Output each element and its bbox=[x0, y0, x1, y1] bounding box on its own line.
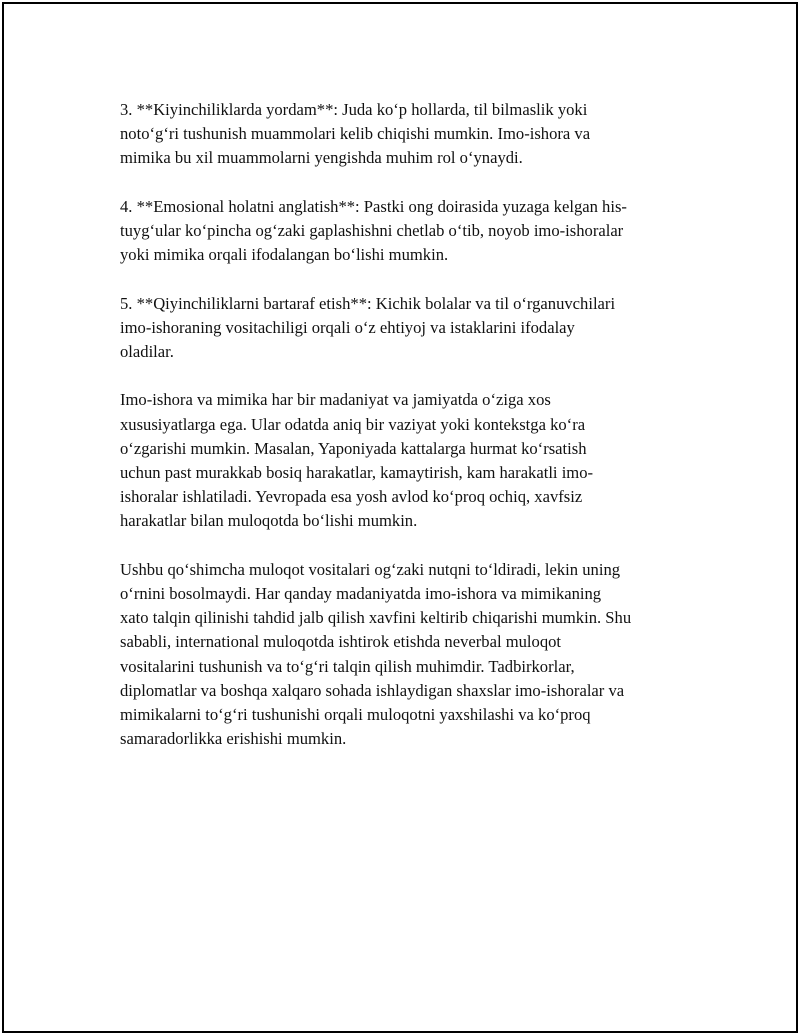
list-item-3: 3. **Kiyinchiliklarda yordam**: Juda koʻp hollarda, til bilmaslik yoki notoʻgʻri tushunish muammolari kelib chiqishi mumkin. Imo-ishora va mimika bu xil muammolarni yengishda muhim rol oʻynaydi. bbox=[120, 100, 591, 168]
document-page bbox=[2, 2, 798, 1033]
body-paragraph-culture: Imo-ishora va mimika har bir madaniyat va jamiyatda oʻziga xos xususiyatlarga ega. Ular odatda aniq bir vaziyat yoki kontekstga koʻra oʻzgarishi mumkin. Masalan, Yaponiyada kattalarga hurmat koʻrsatish uchun past murakkab bosiq harakatlar, kamaytirish, kam harakatli imo- ishoralar ishlatiladi. Yevropada esa yosh avlod koʻproq ochiq, xavfsiz harakatlar bilan muloqotda boʻlishi mumkin. bbox=[120, 390, 594, 531]
document-body bbox=[120, 98, 692, 776]
list-item-4: 4. **Emosional holatni anglatish**: Pastki ong doirasida yuzaga kelgan his- tuygʻular koʻpincha ogʻzaki gaplashishni chetlab oʻtib, noyob imo-ishoralar yoki mimika orqali ifodalangan boʻlishi mumkin. bbox=[120, 196, 627, 265]
list-item-5: 5. **Qiyinchiliklarni bartaraf etish**: Kichik bolalar va til oʻrganuvchilari imo-ishoraning vositachiligi orqali oʻz ehtiyoj va istaklarini ifodalay oladilar. bbox=[120, 293, 616, 361]
body-paragraph-conclusion: Ushbu qoʻshimcha muloqot vositalari ogʻzaki nutqni toʻldiradi, lekin uning oʻrnini bosolmaydi. Har qanday madaniyatda imo-ishora va mimikaning xato talqin qilinishi tahdid jalb qilish xavfini keltirib chiqarishi mumkin. Shu sababli, international muloqotda ishtirok etishda neverbal muloqot vositalarini tushunish va toʻgʻri talqin qilish muhimdir. Tadbirkorlar, diplomatlar va boshqa xalqaro sohada ishlaydigan shaxslar imo-ishoralar va mimikalarni toʻgʻri tushunishi orqali muloqotni yaxshilashi va koʻproq samaradorlikka erishishi mumkin. bbox=[120, 559, 632, 749]
